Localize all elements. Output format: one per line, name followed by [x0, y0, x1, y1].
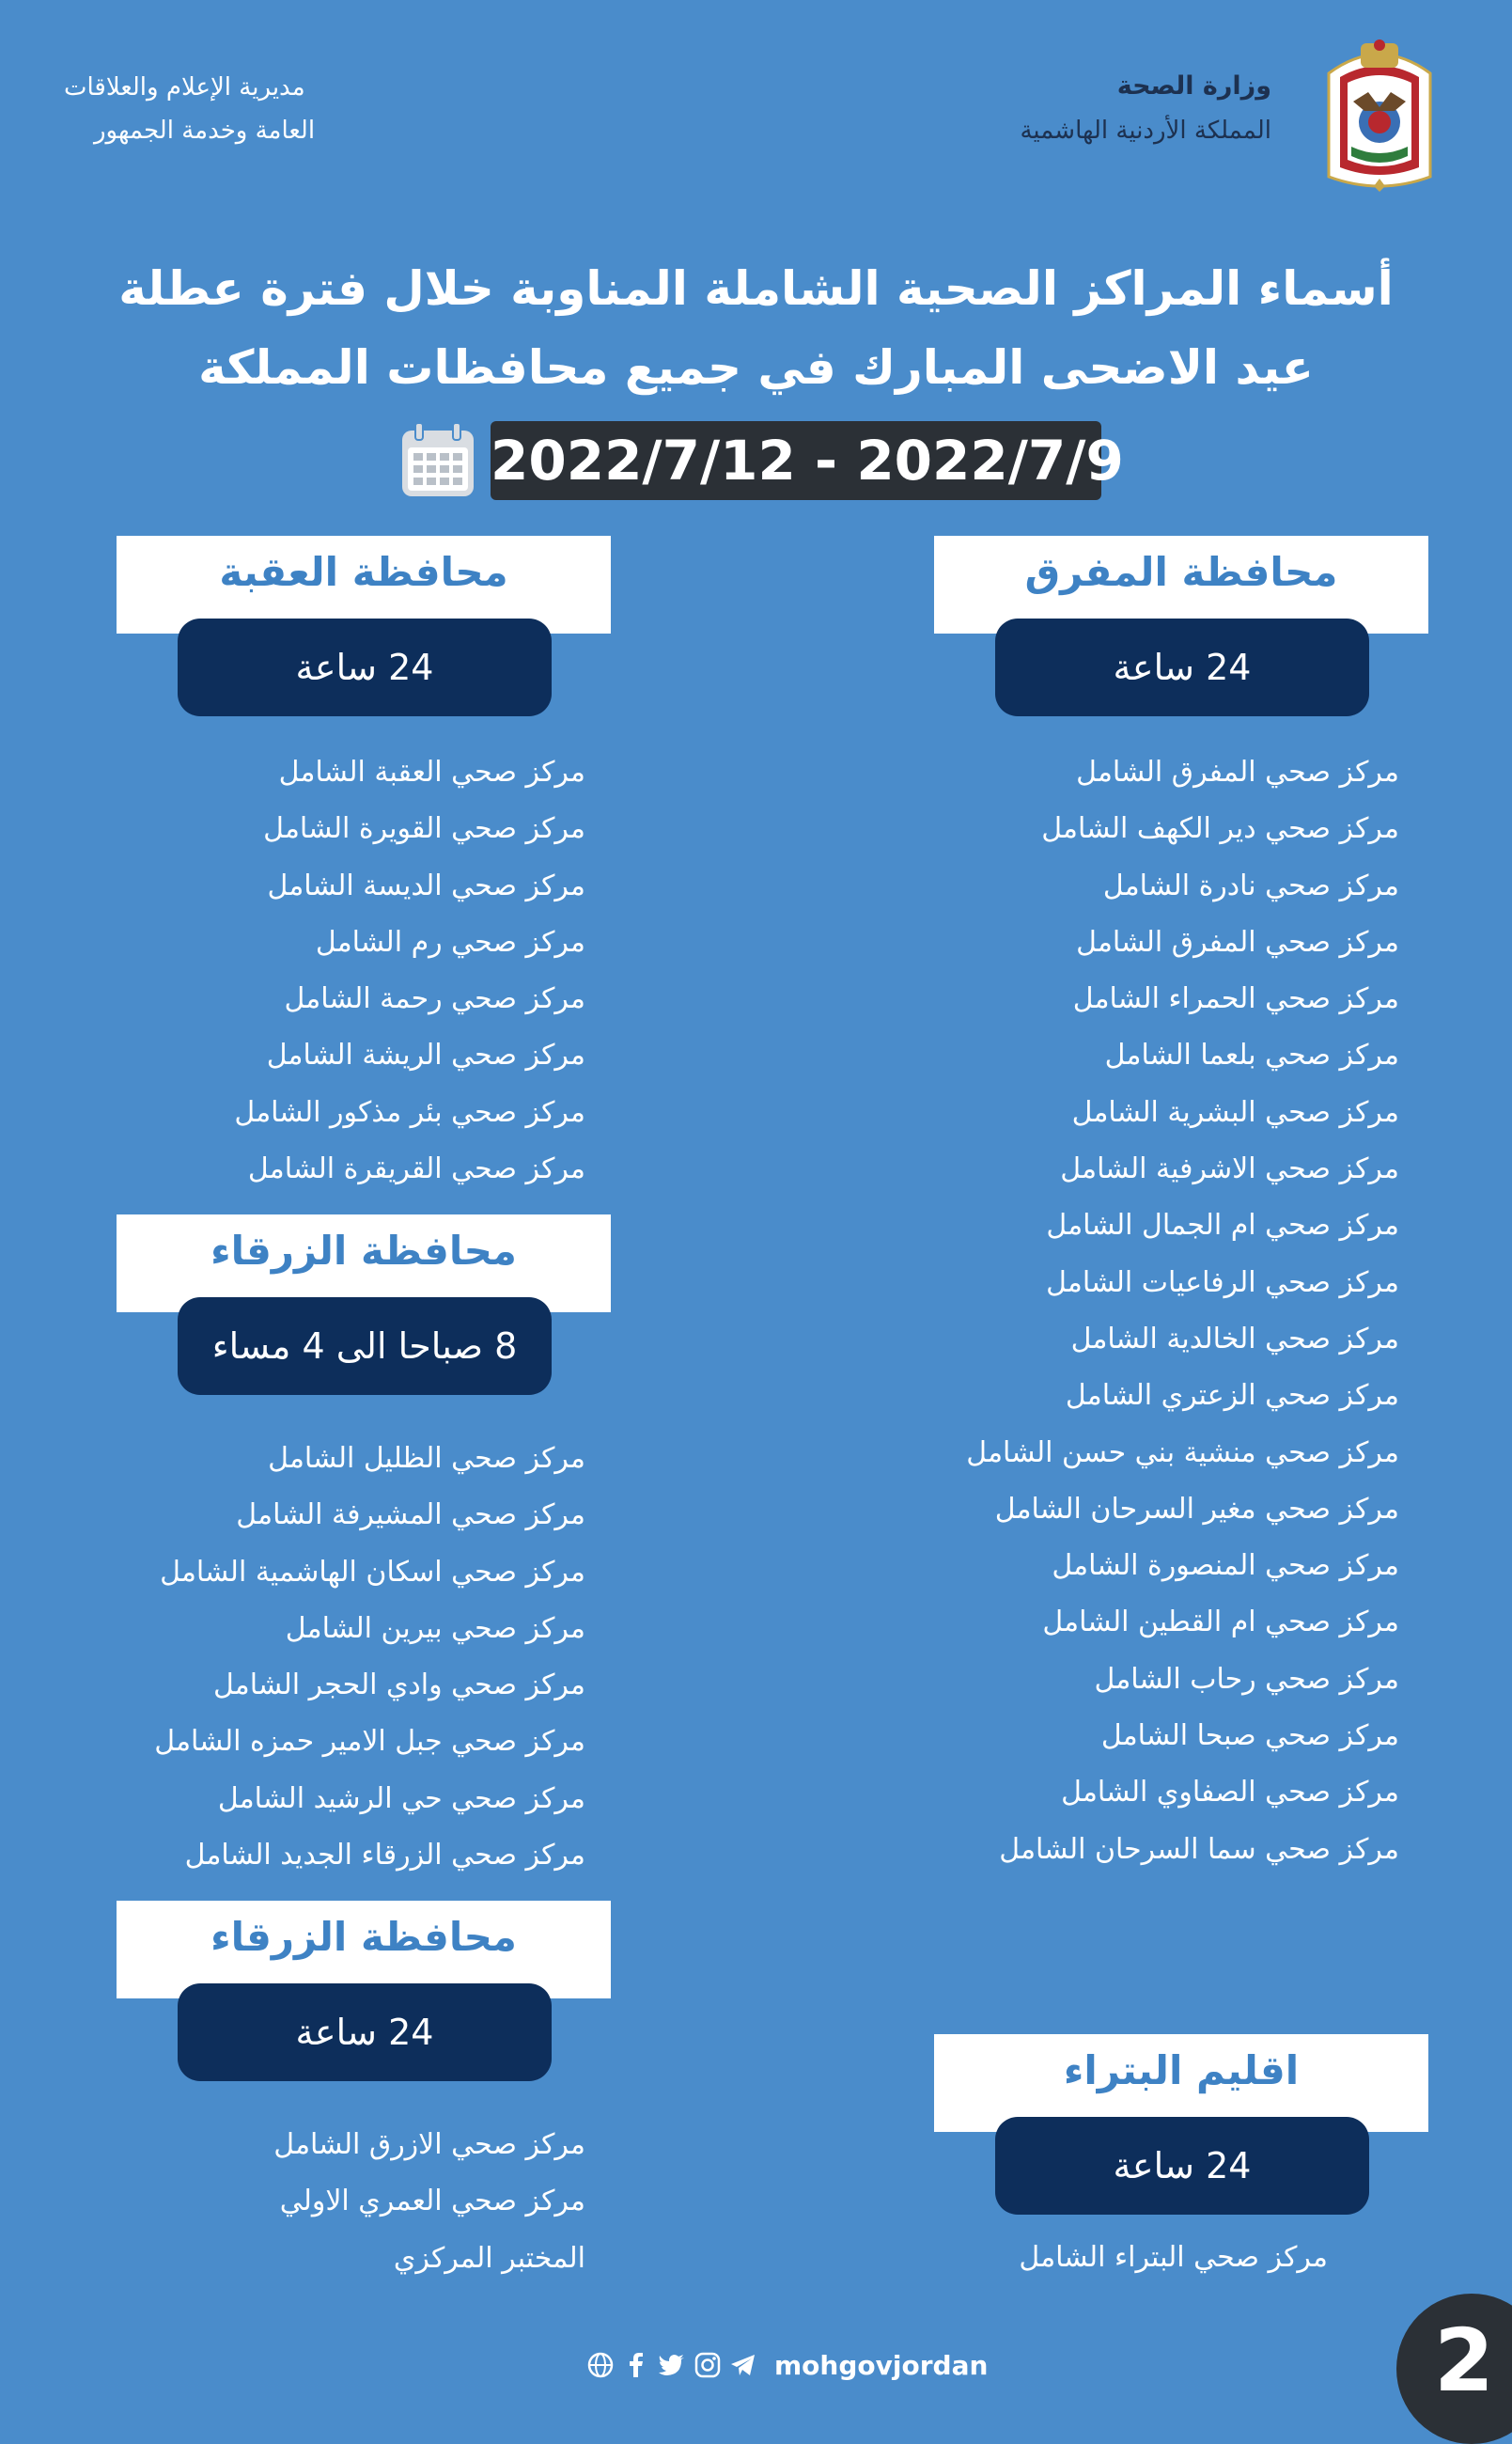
center-list-mafraq — [873, 744, 1399, 1878]
list-item: مركز صحي الاشرفية الشامل — [1060, 1152, 1399, 1186]
list-item: مركز صحي ام الجمال الشامل — [1046, 1209, 1399, 1243]
hours-pill-aqaba: 24 ساعة — [178, 619, 552, 716]
list-item: مركز صحي حي الرشيد الشامل — [217, 1781, 585, 1815]
page-title-line2: عيد الاضحى المبارك في جميع محافظات المملكة — [198, 340, 1314, 395]
list-item: مركز صحي الديسة الشامل — [267, 869, 585, 902]
center-list-petra — [839, 2230, 1328, 2286]
section-title-mafraq: محافظة المفرق — [1024, 549, 1338, 595]
section-title-petra: اقليم البتراء — [1063, 2047, 1300, 2093]
list-item: مركز صحي الريشة الشامل — [266, 1039, 585, 1073]
section-title-zarqa-day: محافظة الزرقاء — [210, 1228, 517, 1274]
list-item: مركز صحي رم الشامل — [315, 925, 585, 959]
list-item: مركز صحي اسكان الهاشمية الشامل — [160, 1555, 585, 1589]
calendar-icon — [398, 421, 477, 500]
list-item: مركز صحي وادي الحجر الشامل — [212, 1668, 585, 1702]
list-item: مركز صحي بلعما الشامل — [1104, 1039, 1399, 1073]
section-title-zarqa-24: محافظة الزرقاء — [210, 1914, 517, 1960]
list-item: مركز صحي بئر مذكور الشامل — [234, 1095, 585, 1129]
page-title-line1: أسماء المراكز الصحية الشاملة المناوبة خلال فترة عطلة — [118, 261, 1394, 316]
list-item: مركز صحي العقبة الشامل — [278, 756, 585, 789]
list-item: مركز صحي رحاب الشامل — [1094, 1662, 1399, 1696]
kingdom-name: المملكة الأردنية الهاشمية — [1020, 117, 1271, 145]
center-list-zarqa-day — [22, 1431, 585, 1884]
hours-pill-mafraq: 24 ساعة — [995, 619, 1369, 716]
twitter-icon[interactable] — [658, 2351, 686, 2379]
list-item: مركز صحي الزرقاء الجديد الشامل — [184, 1839, 585, 1872]
list-item: مركز صحي الحمراء الشامل — [1072, 982, 1399, 1016]
list-item: مركز صحي القريقرة الشامل — [247, 1152, 585, 1186]
hours-pill-zarqa-day: 8 صباحا الى 4 مساء — [178, 1297, 552, 1395]
list-item: مركز صحي ام القطين الشامل — [1042, 1606, 1399, 1639]
facebook-icon[interactable] — [622, 2351, 650, 2379]
list-item: مركز صحي سما السرحان الشامل — [999, 1832, 1399, 1866]
date-range: 2022/7/12 - 2022/7/9 — [491, 421, 1101, 500]
list-item: مركز صحي بيرين الشامل — [285, 1611, 585, 1645]
list-item: مركز صحي منشية بني حسن الشامل — [966, 1435, 1399, 1469]
department-name-line2: العامة وخدمة الجمهور — [94, 117, 316, 145]
center-list-aqaba — [97, 744, 585, 1198]
social-footer — [586, 2344, 988, 2386]
list-item: مركز صحي دير الكهف الشامل — [1041, 812, 1399, 846]
list-item: مركز صحي صبحا الشامل — [1100, 1719, 1399, 1753]
list-item: مركز صحي رحمة الشامل — [284, 982, 585, 1016]
hours-pill-petra: 24 ساعة — [995, 2117, 1369, 2215]
list-item: مركز صحي البتراء الشامل — [1019, 2241, 1328, 2274]
list-item: مركز صحي المشيرفة الشامل — [236, 1498, 585, 1532]
instagram-icon[interactable] — [694, 2351, 722, 2379]
list-item: مركز صحي الصفاوي الشامل — [1061, 1776, 1399, 1810]
list-item: مركز صحي نادرة الشامل — [1102, 869, 1399, 902]
list-item: مركز صحي القويرة الشامل — [263, 812, 585, 846]
list-item: مركز صحي الرفاعيات الشامل — [1046, 1265, 1399, 1299]
list-item: مركز صحي جبل الامير حمزه الشامل — [154, 1725, 585, 1759]
list-item: مركز صحي البشرية الشامل — [1071, 1095, 1399, 1129]
hours-pill-zarqa-24: 24 ساعة — [178, 1983, 552, 2081]
social-handle[interactable]: mohgovjordan — [774, 2349, 989, 2381]
list-item: مركز صحي المفرق الشامل — [1076, 925, 1399, 959]
list-item: مركز صحي الخالدية الشامل — [1070, 1322, 1399, 1355]
list-item: المختبر المركزي — [393, 2241, 585, 2275]
ministry-name: وزارة الصحة — [1116, 71, 1271, 101]
list-item: مركز صحي المفرق الشامل — [1076, 756, 1399, 789]
center-list-zarqa-24 — [97, 2117, 585, 2287]
list-item: مركز صحي مغير السرحان الشامل — [994, 1492, 1399, 1526]
list-item: مركز صحي المنصورة الشامل — [1052, 1549, 1399, 1583]
section-title-aqaba: محافظة العقبة — [219, 549, 508, 595]
web-icon[interactable] — [586, 2351, 615, 2379]
list-item: مركز صحي الزعتري الشامل — [1065, 1379, 1399, 1413]
list-item: مركز صحي الظليل الشامل — [268, 1442, 585, 1475]
list-item: مركز صحي العمري الاولي — [279, 2185, 585, 2218]
telegram-icon[interactable] — [729, 2351, 757, 2379]
page-number: 2 — [1434, 2311, 1495, 2411]
department-name-line1: مديرية الإعلام والعلاقات — [64, 73, 305, 102]
jordan-coat-of-arms-icon — [1319, 36, 1440, 194]
list-item: مركز صحي الازرق الشامل — [273, 2128, 585, 2161]
